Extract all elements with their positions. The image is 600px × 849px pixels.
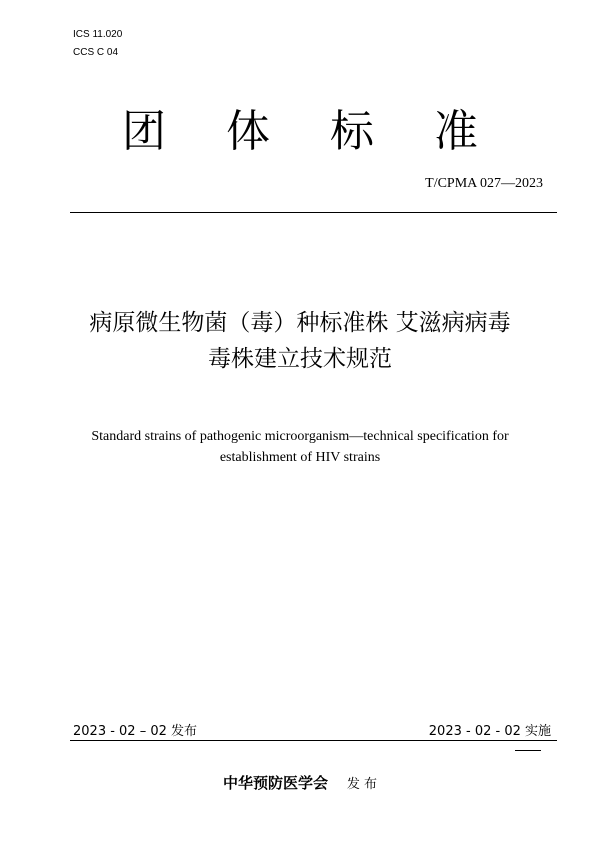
footer-mark — [515, 750, 541, 751]
publisher-line — [0, 772, 600, 793]
implement-date: 2023 - 02 - 02 实施 — [428, 724, 551, 739]
english-title — [0, 426, 600, 468]
english-title-line-1: Standard strains of pathogenic microorganism—technical specification for — [91, 429, 509, 444]
publisher-action: 发 布 — [346, 777, 377, 792]
category-title: 团体标准 — [122, 106, 538, 157]
header-divider — [70, 212, 557, 213]
chinese-title-line-2: 毒株建立技术规范 — [208, 346, 392, 372]
english-title-line-2: establishment of HIV strains — [219, 450, 381, 465]
chinese-title-line-1: 病原微生物菌（毒）种标准株 艾滋病病毒 — [89, 310, 511, 336]
ccs-code: CCS C 04 — [73, 47, 119, 58]
publisher-organization: 中华预防医学会 — [223, 774, 329, 792]
classification-codes — [73, 26, 122, 62]
ics-code: ICS 11.020 — [73, 29, 123, 40]
standard-number: T/CPMA 027—2023 — [425, 176, 543, 191]
footer-divider — [70, 740, 557, 741]
publish-date: 2023 - 02 – 02 发布 — [73, 724, 198, 739]
chinese-title — [0, 305, 600, 377]
